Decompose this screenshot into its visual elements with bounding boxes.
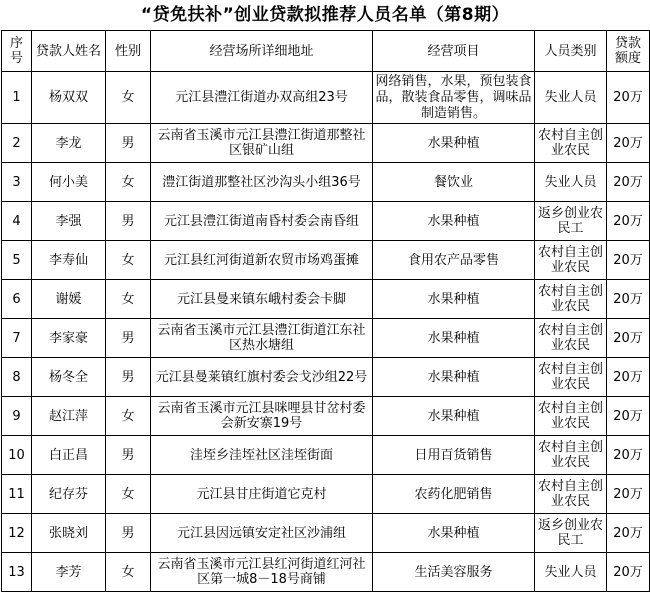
cell-project: 餐饮业 [373,163,535,202]
cell-name: 李强 [32,202,106,241]
cell-category: 农村自主创业农民 [535,280,607,319]
cell-category: 农村自主创业农民 [535,436,607,475]
cell-seq: 1 [2,72,32,124]
cell-category: 返乡创业农民工 [535,514,607,553]
cell-seq: 12 [2,514,32,553]
cell-gender: 男 [106,436,151,475]
table-row [2,553,650,592]
cell-seq: 2 [2,124,32,163]
cell-project: 水果种植 [373,358,535,397]
cell-category: 返乡创业农民工 [535,202,607,241]
cell-name: 李家豪 [32,319,106,358]
cell-seq: 4 [2,202,32,241]
cell-gender: 男 [106,514,151,553]
table-row [2,436,650,475]
header-seq: 序号 [2,31,32,72]
cell-amount: 20万 [607,124,650,163]
cell-address: 澧江街道那整社区沙沟头小组36号 [151,163,373,202]
cell-amount: 20万 [607,241,650,280]
cell-gender: 男 [106,202,151,241]
cell-seq: 11 [2,475,32,514]
cell-address: 元江县甘庄街道它克村 [151,475,373,514]
cell-address: 元江县澧江街道南昏村委会南昏组 [151,202,373,241]
header-amount: 贷款额度 [607,31,650,72]
cell-address: 云南省玉溪市元江县澧江街道江东社区热水塘组 [151,319,373,358]
cell-amount: 20万 [607,163,650,202]
table-body [2,72,650,592]
cell-address: 洼垤乡洼垤社区洼垤街面 [151,436,373,475]
cell-gender: 女 [106,553,151,592]
table-row [2,124,650,163]
table-row [2,475,650,514]
cell-gender: 女 [106,397,151,436]
cell-category: 农村自主创业农民 [535,358,607,397]
cell-project: 食用农产品零售 [373,241,535,280]
cell-address: 元江县曼莱镇红旗村委会戈沙组22号 [151,358,373,397]
cell-project: 生活美容服务 [373,553,535,592]
cell-seq: 5 [2,241,32,280]
cell-category: 农村自主创业农民 [535,475,607,514]
cell-project: 日用百货销售 [373,436,535,475]
table-row [2,514,650,553]
table-row [2,358,650,397]
cell-category: 失业人员 [535,553,607,592]
header-name: 贷款人姓名 [32,31,106,72]
table-row [2,280,650,319]
cell-amount: 20万 [607,475,650,514]
cell-name: 纪存芬 [32,475,106,514]
cell-amount: 20万 [607,553,650,592]
cell-address: 元江县红河街道新农贸市场鸡蛋摊 [151,241,373,280]
cell-project: 水果种植 [373,319,535,358]
cell-name: 何小美 [32,163,106,202]
table-row [2,319,650,358]
cell-address: 元江县曼来镇东峨村委会卡脚 [151,280,373,319]
cell-amount: 20万 [607,358,650,397]
table-row [2,72,650,124]
cell-amount: 20万 [607,397,650,436]
cell-name: 李芳 [32,553,106,592]
page-title: “贷免扶补”创业贷款拟推荐人员名单（第8期） [140,5,510,25]
cell-address: 云南省玉溪市元江县红河街道红河社区第一城8－18号商铺 [151,553,373,592]
cell-amount: 20万 [607,436,650,475]
cell-name: 白正昌 [32,436,106,475]
header-project: 经营项目 [373,31,535,72]
cell-name: 谢媛 [32,280,106,319]
cell-amount: 20万 [607,319,650,358]
cell-address: 元江县澧江街道办双高组23号 [151,72,373,124]
cell-gender: 女 [106,72,151,124]
cell-seq: 10 [2,436,32,475]
cell-amount: 20万 [607,280,650,319]
cell-seq: 3 [2,163,32,202]
table-row [2,397,650,436]
cell-project: 网络销售，水果，预包装食品，散装食品零售，调味品制造销售。 [373,72,535,124]
cell-gender: 女 [106,475,151,514]
cell-name: 李寿仙 [32,241,106,280]
cell-project: 水果种植 [373,124,535,163]
cell-category: 失业人员 [535,72,607,124]
cell-name: 杨双双 [32,72,106,124]
cell-name: 赵江萍 [32,397,106,436]
cell-amount: 20万 [607,202,650,241]
cell-gender: 女 [106,280,151,319]
cell-address: 云南省玉溪市元江县澧江街道那整社区银矿山组 [151,124,373,163]
table-header-row [2,31,650,72]
cell-seq: 9 [2,397,32,436]
table-row [2,163,650,202]
cell-seq: 13 [2,553,32,592]
cell-category: 失业人员 [535,163,607,202]
cell-name: 张晓刘 [32,514,106,553]
cell-project: 水果种植 [373,280,535,319]
cell-gender: 男 [106,358,151,397]
cell-name: 李龙 [32,124,106,163]
table-row [2,241,650,280]
cell-address: 元江县因远镇安定社区沙浦组 [151,514,373,553]
cell-amount: 20万 [607,72,650,124]
cell-project: 水果种植 [373,202,535,241]
cell-project: 水果种植 [373,514,535,553]
cell-seq: 6 [2,280,32,319]
cell-category: 农村自主创业农民 [535,124,607,163]
cell-category: 农村自主创业农民 [535,241,607,280]
header-address: 经营场所详细地址 [151,31,373,72]
header-gender: 性别 [106,31,151,72]
cell-gender: 女 [106,163,151,202]
cell-project: 水果种植 [373,397,535,436]
cell-amount: 20万 [607,514,650,553]
cell-project: 农药化肥销售 [373,475,535,514]
recommendation-table [1,30,650,592]
table-row [2,202,650,241]
cell-seq: 8 [2,358,32,397]
cell-gender: 女 [106,241,151,280]
cell-gender: 男 [106,319,151,358]
cell-category: 农村自主创业农民 [535,319,607,358]
cell-address: 云南省玉溪市元江县咪哩县甘岔村委会新安寨19号 [151,397,373,436]
header-category: 人员类别 [535,31,607,72]
cell-gender: 男 [106,124,151,163]
cell-seq: 7 [2,319,32,358]
cell-name: 杨冬全 [32,358,106,397]
cell-category: 农村自主创业农民 [535,397,607,436]
